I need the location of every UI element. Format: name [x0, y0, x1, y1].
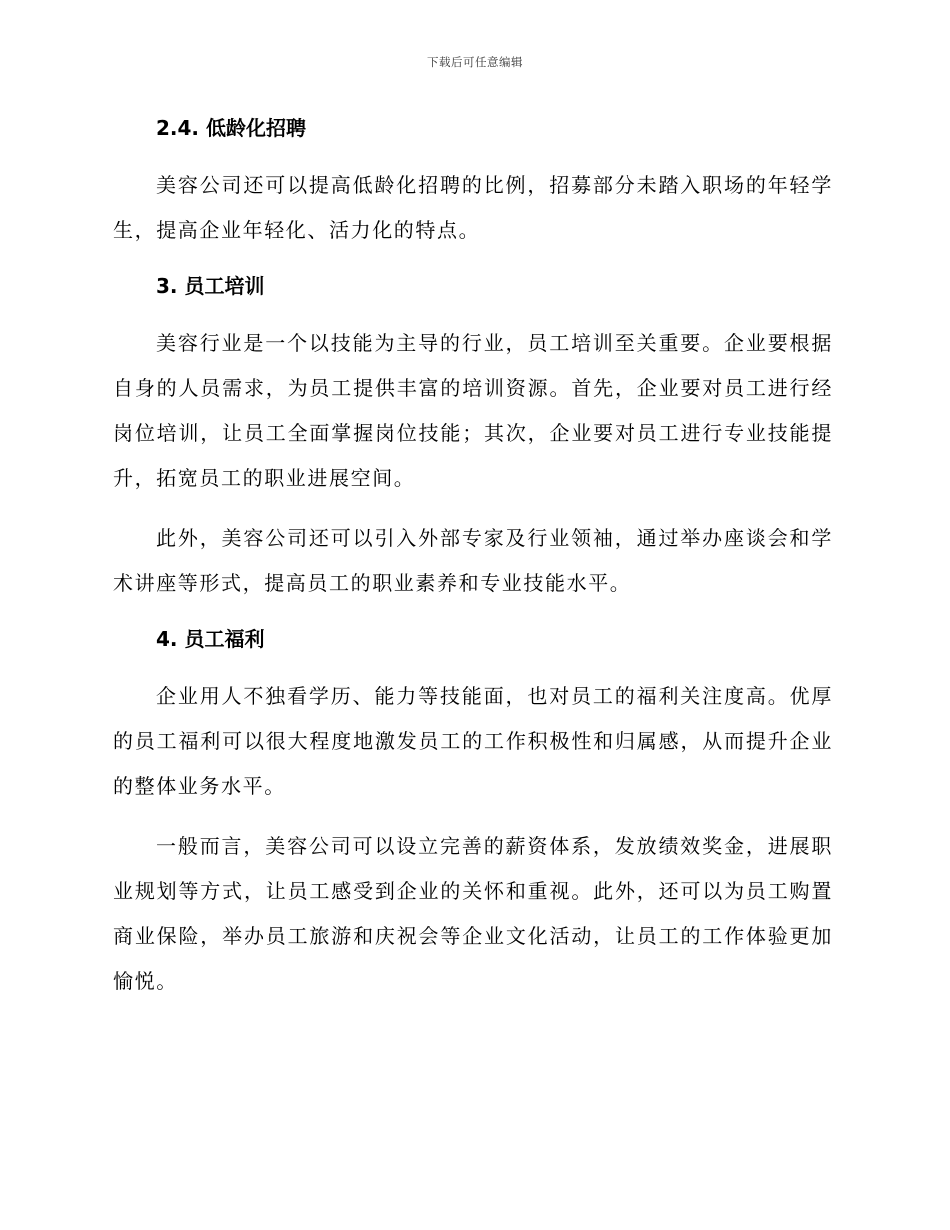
paragraph: 此外，美容公司还可以引入外部专家及行业领袖，通过举办座谈会和学术讲座等形式，提高员工的职业素养和专业技能水平。: [113, 526, 833, 595]
paragraph: 企业用人不独看学历、能力等技能面，也对员工的福利关注度高。优厚的员工福利可以很大程度地激发员工的工作积极性和归属感，从而提升企业的整体业务水平。: [113, 684, 833, 798]
paragraph: 一般而言，美容公司可以设立完善的薪资体系，发放绩效奖金，进展职业规划等方式，让员工感受到企业的关怀和重视。此外，还可以为员工购置商业保险，举办员工旅游和庆祝会等企业文化活动，让员工的工作体验更加愉悦。: [113, 834, 833, 993]
section-heading-employee-training: 3. 员工培训: [156, 274, 265, 298]
document-body: [113, 112, 833, 1004]
paragraph: 美容行业是一个以技能为主导的行业，员工培训至关重要。企业要根据自身的人员需求，为员工提供丰富的培训资源。首先，企业要对员工进行经岗位培训，让员工全面掌握岗位技能；其次，企业要对员工进行专业技能提升，拓宽员工的职业进展空间。: [113, 331, 833, 490]
header-note: 下载后可任意编辑: [427, 55, 523, 69]
section-heading-employee-benefits: 4. 员工福利: [156, 627, 265, 651]
paragraph: 美容公司还可以提高低龄化招聘的比例，招募部分未踏入职场的年轻学生，提高企业年轻化、活力化的特点。: [113, 173, 833, 242]
section-heading-low-age-recruitment: 2.4. 低龄化招聘: [156, 116, 306, 140]
